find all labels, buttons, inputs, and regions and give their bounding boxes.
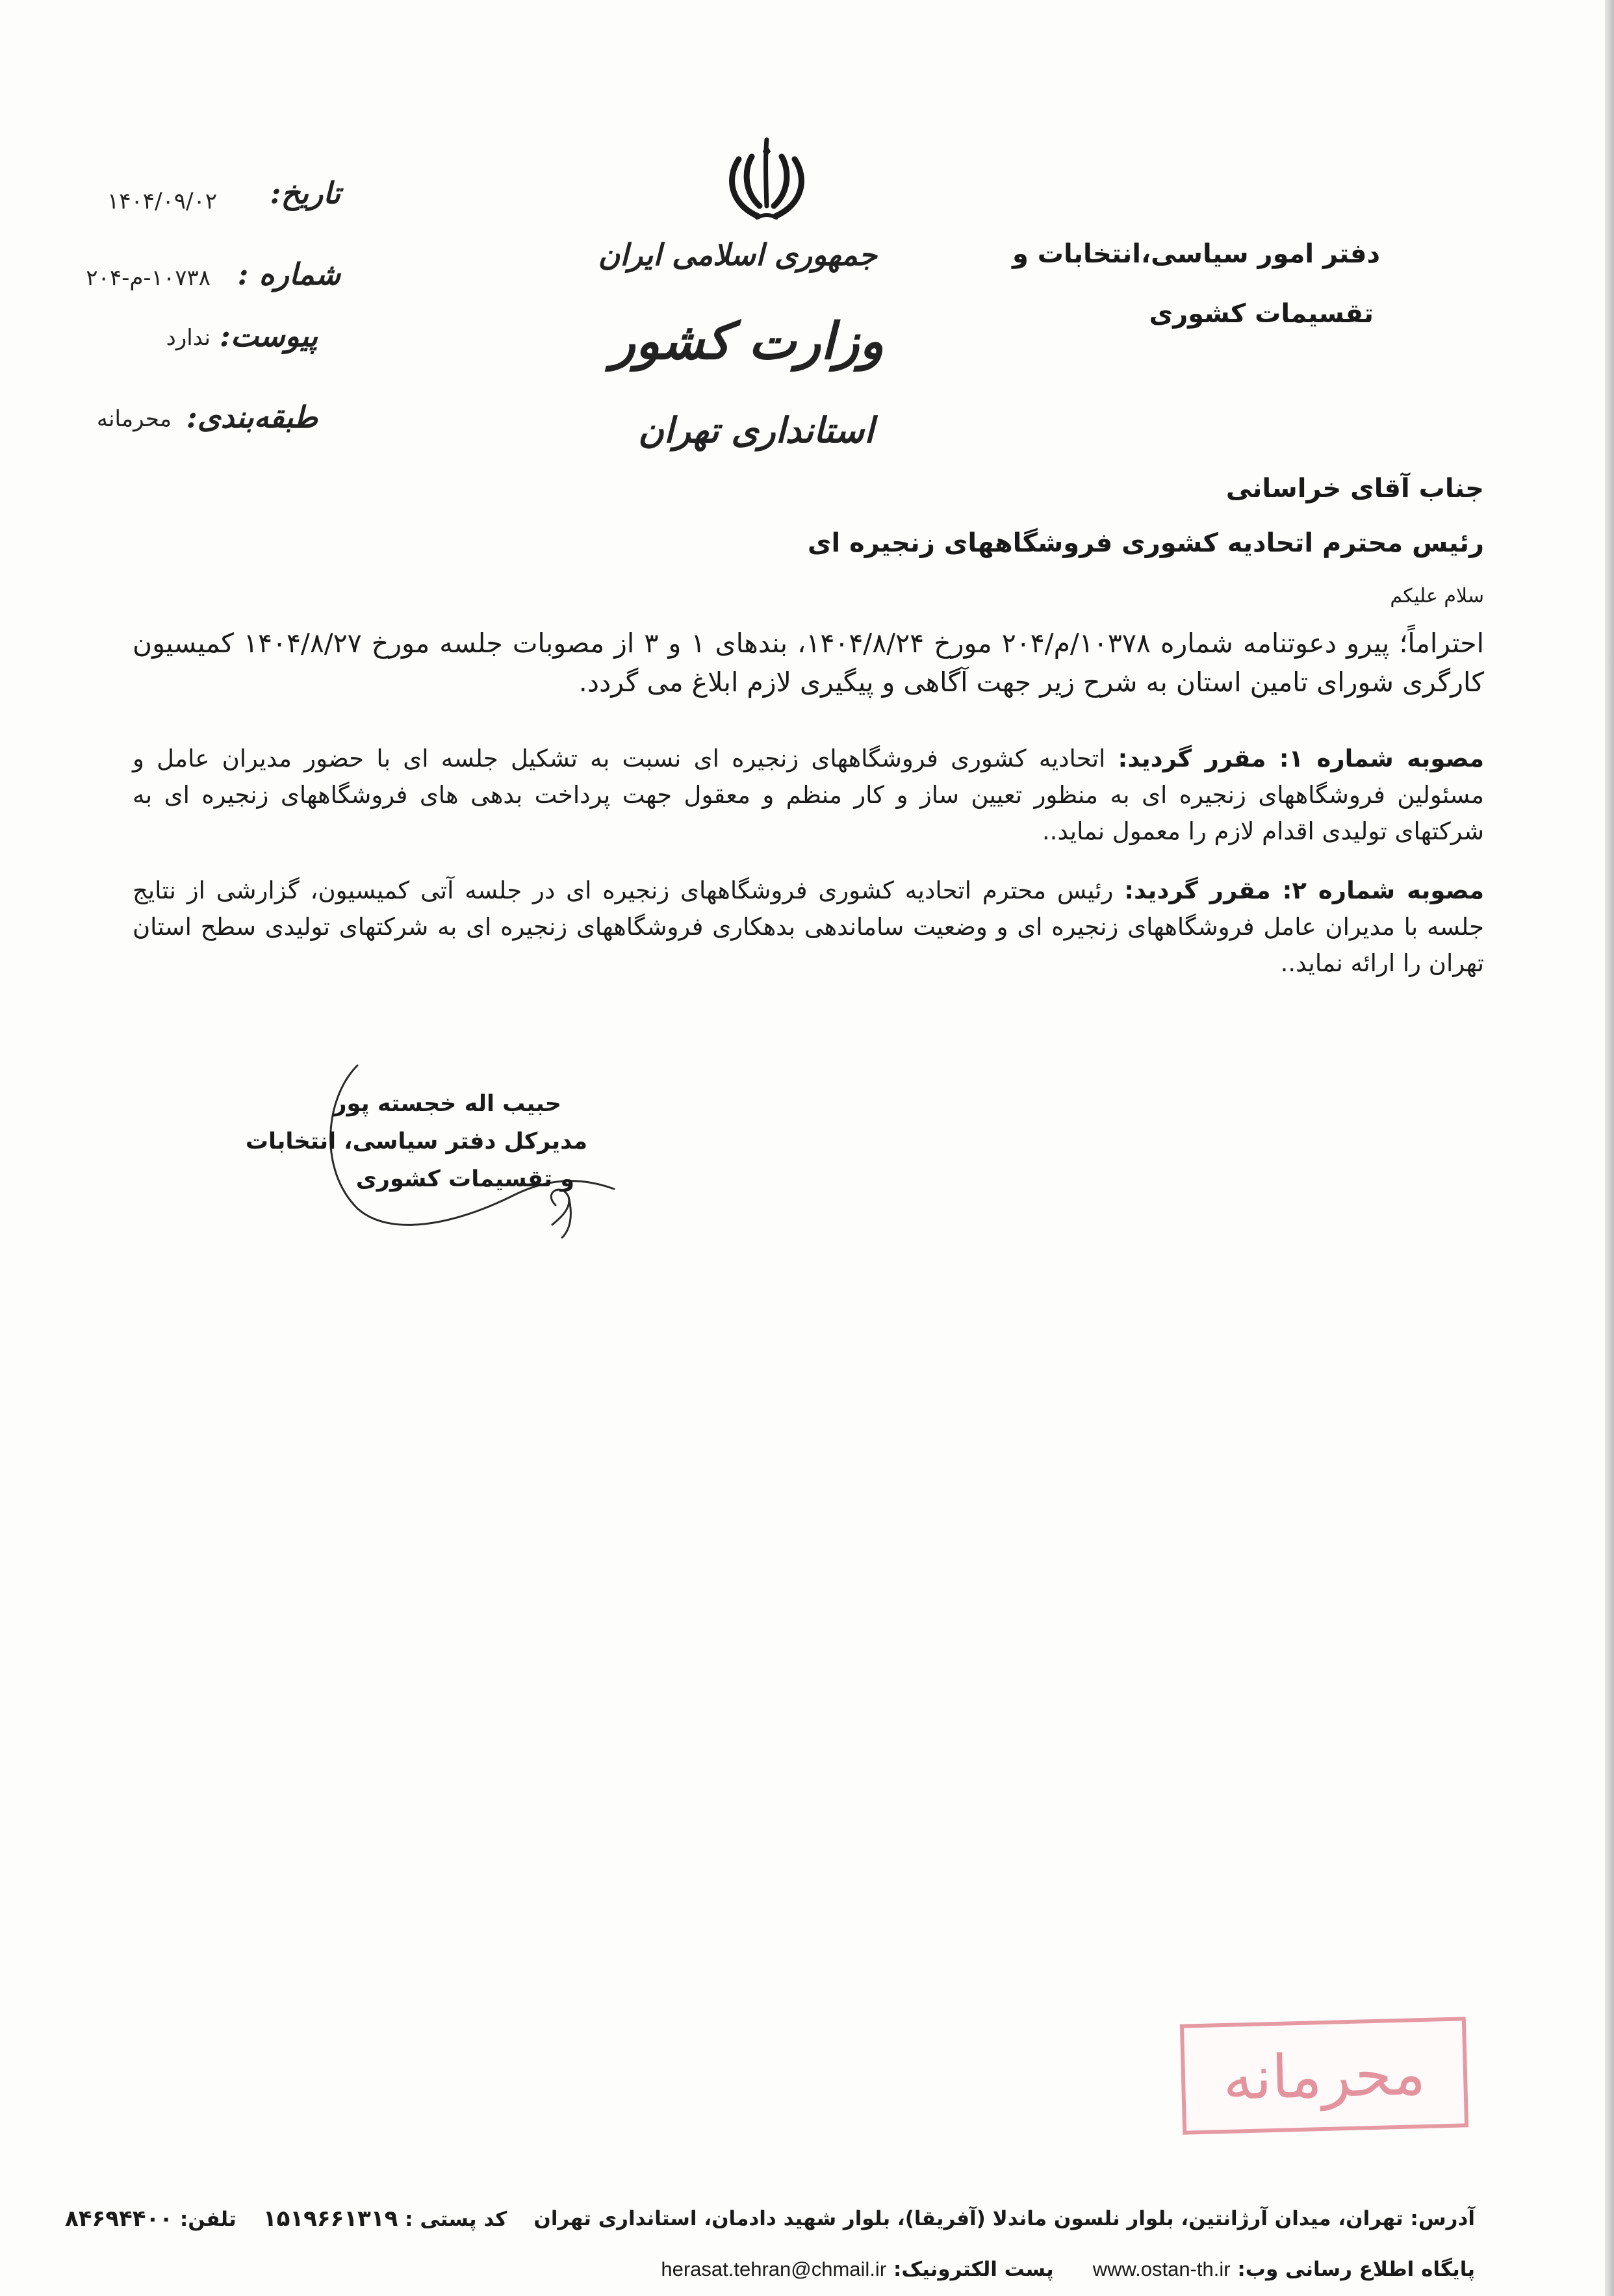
attachment-label: پیوست: [219, 318, 318, 353]
header-ministry: وزارت کشور [611, 312, 884, 371]
footer-address-row [65, 2206, 1475, 2232]
footer-email [661, 2258, 1053, 2281]
number-label: شماره : [237, 257, 340, 292]
date-label: تاریخ: [270, 175, 340, 210]
footer-phone [65, 2206, 237, 2232]
resolution-2-text: رئیس محترم اتحادیه کشوری فروشگاههای زنجیره ای در جلسه آتی کمیسیون، گزارشی از نتایج جلسه با مدیران عامل فروشگاههای زنجیره ای و وضعیت ساماندهی بدهکاری فروشگاههای زنجیره ای به شرکتهای تولیدی سطح استان تهران را ارائه نماید.. [133, 876, 1484, 977]
footer-postal [263, 2206, 507, 2232]
postal-label: کد پستی : [405, 2208, 507, 2231]
attachment-value: ندارد [166, 325, 211, 351]
addressee-title: رئیس محترم اتحادیه کشوری فروشگاههای زنجیره ای [807, 528, 1484, 558]
signer-name: حبیب اله خجسته پور [333, 1091, 561, 1117]
stamp-text: محرمانه [1222, 2038, 1427, 2113]
phone-label: تلفن: [179, 2208, 237, 2231]
office-title-line1: دفتر امور سیاسی،انتخابات و [1012, 239, 1380, 269]
confidential-stamp [1180, 2017, 1468, 2134]
intro-paragraph: احتراماً؛ پیرو دعوتنامه شماره ۱۰۳۷۸/م/۲۰۴ مورخ ۱۴۰۴/۸/۲۴، بندهای ۱ و ۳ از مصوبات جلسه مورخ ۱۴۰۴/۸/۲۷ کمیسیون کارگری شورای تامین استان به شرح زیر جهت آگاهی و پیگیری لازم ابلاغ می گردد. [133, 628, 1484, 698]
footer-website [1093, 2258, 1475, 2281]
office-title-line2: تقسیمات کشوری [1149, 299, 1374, 329]
number-value: ۱۰۷۳۸-م-۲۰۴ [86, 265, 211, 291]
website-link[interactable]: www.ostan-th.ir [1092, 2258, 1231, 2280]
office-title [1012, 224, 1380, 344]
addressee-name: جناب آقای خراسانی [1225, 474, 1484, 504]
email-link[interactable]: herasat.tehran@chmail.ir [661, 2258, 887, 2280]
date-value: ۱۴۰۴/۰۹/۰۲ [107, 188, 217, 214]
header-governorate: استانداری تهران [638, 409, 874, 451]
header-republic: جمهوری اسلامی ایران [598, 237, 877, 272]
resolution-2-heading: مصوبه شماره ۲: مقرر گردید: [1124, 876, 1484, 904]
iran-emblem-icon [718, 133, 815, 231]
classification-label: طبقه‌بندی: [186, 400, 318, 435]
signer-title-1: مدیرکل دفتر سیاسی، انتخابات [245, 1129, 587, 1154]
scan-edge [1605, 0, 1614, 2296]
email-label: پست الکترونیک: [893, 2258, 1054, 2281]
signature-block [245, 1085, 587, 1198]
postal-value: ۱۵۱۹۶۶۱۳۱۹ [263, 2206, 398, 2232]
phone-value: ۸۴۶۹۴۴۰۰ [65, 2206, 173, 2232]
website-label: پایگاه اطلاع رسانی وب: [1237, 2258, 1475, 2281]
resolution-1-text: اتحادیه کشوری فروشگاههای زنجیره ای نسبت به تشکیل جلسه ای با حضور مدیران عامل و مسئولین فروشگاههای زنجیره ای به منظور تعیین ساز و کار منظم و معقول جهت پرداخت بدهی های فروشگاههای زنجیره ای به شرکتهای تولیدی اقدام لازم را معمول نماید.. [133, 745, 1484, 845]
signer-title-2: و تقسیمات کشوری [355, 1166, 574, 1192]
greeting: سلام علیکم [1390, 585, 1484, 607]
addressee [574, 461, 1484, 570]
resolution-1 [133, 741, 1484, 850]
resolution-1-heading: مصوبه شماره ۱: مقرر گردید: [1118, 745, 1484, 772]
footer-address: آدرس: تهران، میدان آرژانتین، بلوار نلسون ماندلا (آفریقا)، بلوار شهید دادمان، استانداری تهران [533, 2207, 1475, 2230]
resolution-2 [133, 873, 1484, 982]
footer-contact-row [65, 2258, 1475, 2281]
classification-value: محرمانه [96, 406, 172, 432]
